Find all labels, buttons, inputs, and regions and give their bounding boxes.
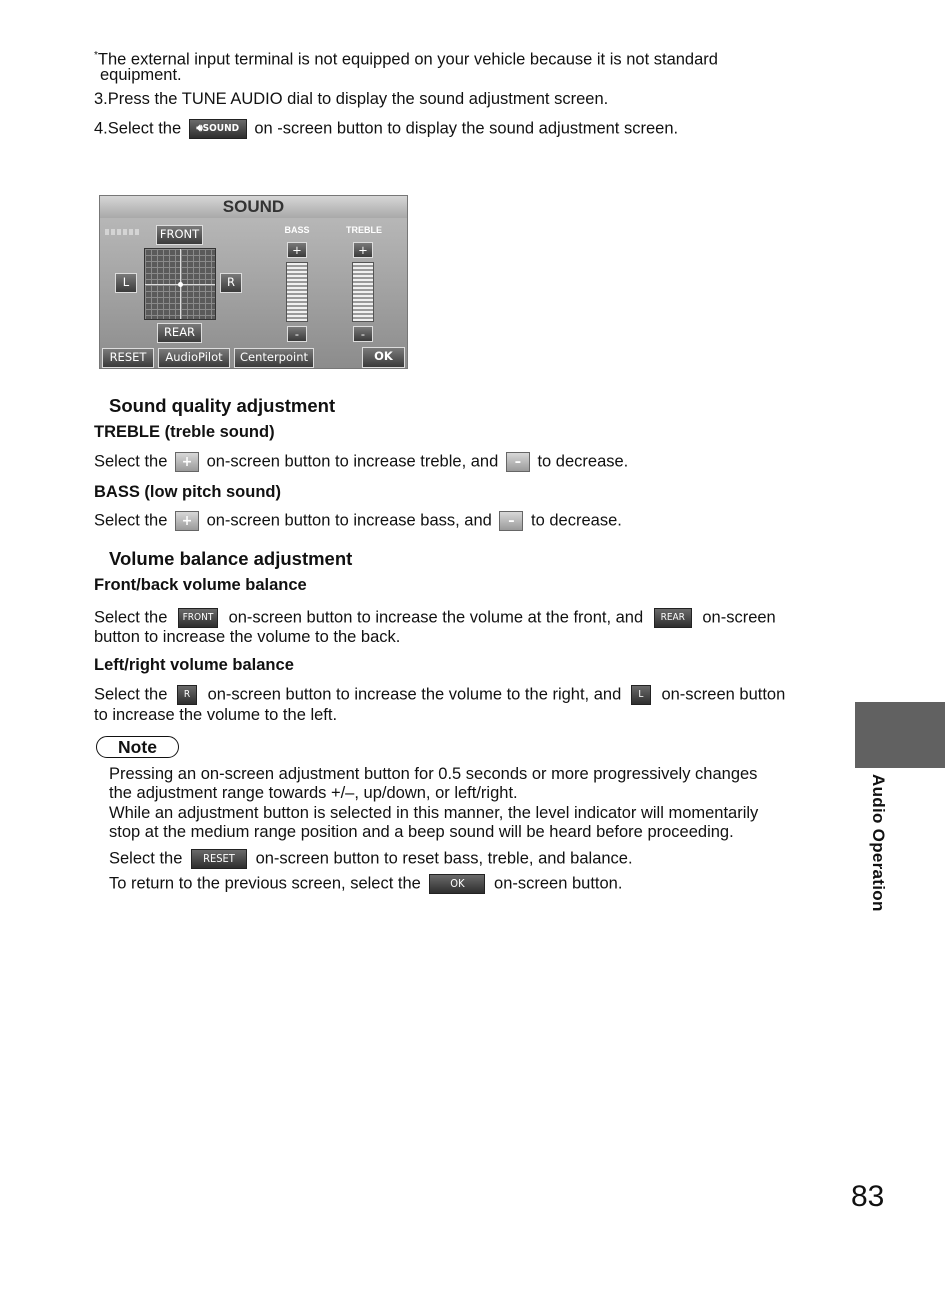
minus-icon: –: [506, 452, 530, 472]
sound-quality-heading: Sound quality adjustment: [109, 395, 336, 416]
balance-point: [178, 282, 183, 287]
footnote-line2: equipment.: [100, 66, 182, 84]
right-button[interactable]: R: [220, 273, 242, 293]
note-reset: [109, 849, 633, 869]
bass-plus-button[interactable]: +: [287, 242, 307, 258]
volume-balance-heading: Volume balance adjustment: [109, 548, 353, 569]
left-button[interactable]: L: [115, 273, 137, 293]
note-label: Note: [96, 736, 179, 758]
note-ok: [109, 874, 622, 894]
bass-text: [94, 511, 622, 531]
footnote: [94, 46, 718, 70]
lr-mid: on-screen button to increase the volume to the right, and: [207, 685, 622, 704]
sound-screen-title: SOUND: [100, 196, 407, 218]
step4-post: on -screen button to display the sound adjustment screen.: [254, 119, 679, 138]
bass-minus-button[interactable]: -: [287, 326, 307, 342]
reset-button-icon: RESET: [191, 849, 247, 869]
balance-indicator: [105, 229, 139, 235]
treble-text: [94, 452, 628, 472]
section-tab-label: Audio Operation: [869, 774, 888, 912]
note-p1a: Pressing an on-screen adjustment button for 0.5 seconds or more progressively changes: [109, 765, 758, 783]
ok-button-icon: OK: [429, 874, 485, 894]
bass-level-bar: [286, 262, 308, 322]
bass-mid: on-screen button to increase bass, and: [206, 511, 492, 530]
fb-pre: Select the: [94, 608, 168, 627]
ok-button[interactable]: OK: [362, 347, 405, 368]
step4-pre: 4.Select the: [94, 119, 182, 138]
rear-button-icon: REAR: [654, 608, 692, 628]
plus-icon: +: [175, 511, 199, 531]
reset-button[interactable]: RESET: [102, 348, 154, 368]
r-button-icon: R: [177, 685, 197, 705]
minus-icon: –: [499, 511, 523, 531]
sound-button-icon: 🔊︎SOUND: [189, 119, 247, 139]
audiopilot-button[interactable]: AudioPilot: [158, 348, 230, 368]
front-back-heading: Front/back volume balance: [94, 576, 307, 594]
fb-post2: button to increase the volume to the back.: [94, 628, 401, 646]
treble-plus-button[interactable]: +: [353, 242, 373, 258]
section-tab: [855, 702, 945, 768]
lr-pre: Select the: [94, 685, 168, 704]
centerpoint-button[interactable]: Centerpoint: [234, 348, 314, 368]
sound-screen: [99, 195, 408, 369]
fb-post1: on-screen: [702, 608, 776, 627]
step-4: [94, 119, 678, 139]
treble-level-bar: [352, 262, 374, 322]
left-right-heading: Left/right volume balance: [94, 656, 294, 674]
bass-label: BASS: [284, 225, 310, 235]
treble-label: TREBLE: [346, 225, 382, 235]
note-p1b: the adjustment range towards +/–, up/down, or left/right.: [109, 784, 518, 802]
bass-post: to decrease.: [531, 511, 622, 530]
page-number: 83: [851, 1180, 885, 1213]
note-p2a: While an adjustment button is selected in this manner, the level indicator will momentarily: [109, 804, 759, 822]
treble-pre: Select the: [94, 452, 168, 471]
lr-post1: on-screen button: [661, 685, 786, 704]
treble-mid: on-screen button to increase treble, and: [206, 452, 499, 471]
note-p2b: stop at the medium range position and a beep sound will be heard before proceeding.: [109, 823, 734, 841]
front-back-text: [94, 608, 776, 628]
note-reset-post: on-screen button to reset bass, treble, and balance.: [255, 849, 633, 868]
footnote-mark: *: [94, 50, 98, 61]
note-reset-pre: Select the: [109, 849, 183, 868]
footnote-line1: The external input terminal is not equipped on your vehicle because it is not standard: [97, 50, 718, 69]
bass-pre: Select the: [94, 511, 168, 530]
rear-button[interactable]: REAR: [157, 323, 202, 343]
treble-post: to decrease.: [537, 452, 629, 471]
note-ok-post: on-screen button.: [494, 874, 623, 893]
lr-post2: to increase the volume to the left.: [94, 706, 338, 724]
treble-minus-button[interactable]: -: [353, 326, 373, 342]
fb-mid: on-screen button to increase the volume at the front, and: [228, 608, 644, 627]
note-ok-pre: To return to the previous screen, select the: [109, 874, 421, 893]
front-button-icon: FRONT: [178, 608, 218, 628]
bass-heading: BASS (low pitch sound): [94, 483, 281, 501]
step-3: 3.Press the TUNE AUDIO dial to display the sound adjustment screen.: [94, 90, 609, 108]
front-button[interactable]: FRONT: [156, 225, 203, 245]
treble-heading: TREBLE (treble sound): [94, 423, 275, 441]
balance-grid: [144, 248, 216, 320]
l-button-icon: L: [631, 685, 651, 705]
left-right-text: [94, 685, 785, 705]
plus-icon: +: [175, 452, 199, 472]
